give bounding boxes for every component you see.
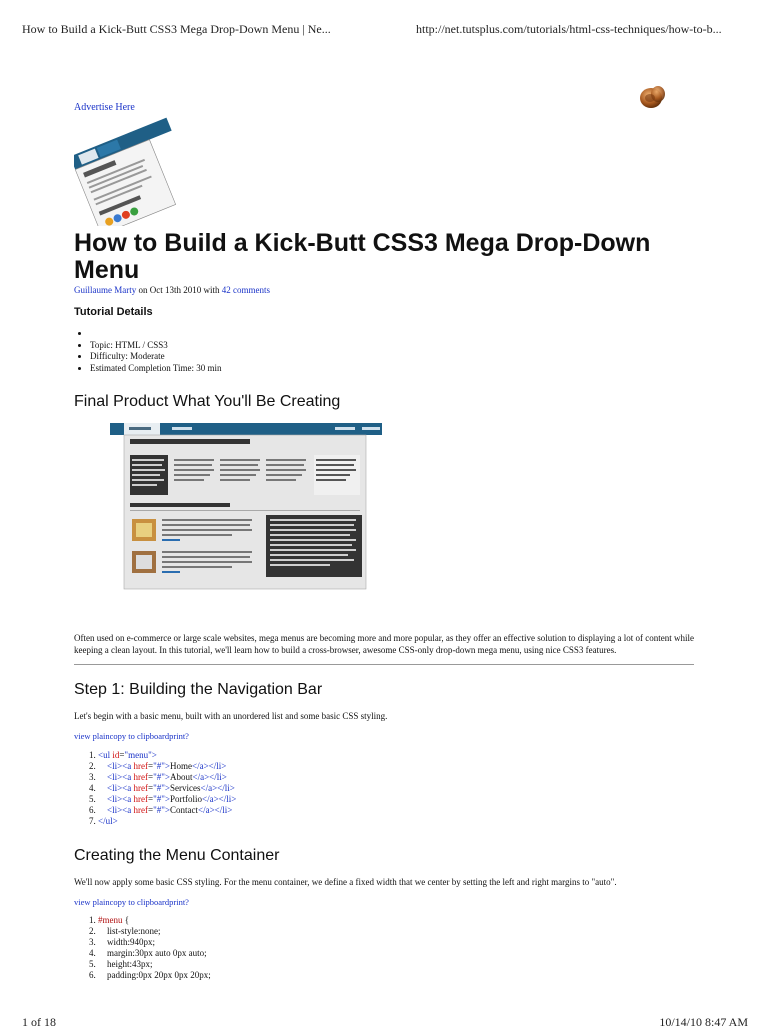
menu-container-paragraph: We'll now apply some basic CSS styling. For the menu container, we define a fixed width that we center by setting the left and right margins to "auto". (74, 877, 617, 887)
detail-item: • Difficulty: Moderate (90, 351, 222, 363)
byline (74, 285, 270, 295)
detail-item: • Topic: HTML / CSS3 (90, 340, 222, 352)
page-url: http://net.tutsplus.com/tutorials/html-css-techniques/how-to-b... (416, 22, 722, 36)
section-divider (74, 664, 694, 665)
mega-menu-advert-thumbnail[interactable] (74, 116, 192, 226)
code-line: 2. <li><a href="#">Home</a></li> (98, 761, 236, 772)
code-line: 4. margin:30px auto 0px auto; (98, 948, 211, 959)
html-code-block (74, 750, 236, 827)
code-line: 5. <li><a href="#">Portfolio</a></li> (98, 794, 236, 805)
print-datetime: 10/14/10 8:47 AM (659, 1015, 748, 1029)
view-plain-link[interactable]: view plaincopy to clipboardprint? (74, 897, 189, 907)
tutorial-details-list (74, 328, 222, 374)
tutorial-details-heading: Tutorial Details (74, 306, 153, 318)
code-line: 3. <li><a href="#">About</a></li> (98, 772, 236, 783)
code-line: 6. padding:0px 20px 0px 20px; (98, 970, 211, 981)
final-product-heading: Final Product What You'll Be Creating (74, 393, 341, 410)
comments-link[interactable]: 42 comments (221, 285, 270, 295)
view-plain-link[interactable]: view plaincopy to clipboardprint? (74, 731, 189, 741)
detail-item (90, 328, 222, 340)
author-link[interactable]: Guillaume Marty (74, 285, 137, 295)
code-line: 3. width:940px; (98, 937, 211, 948)
page-counter: 1 of 18 (22, 1015, 56, 1029)
detail-item: • Estimated Completion Time: 30 min (90, 363, 222, 375)
code-line: 7. </ul> (98, 816, 236, 827)
advertise-link[interactable]: Advertise Here (74, 102, 135, 113)
code-line: 5. height:43px; (98, 959, 211, 970)
code-line: 1. <ul id="menu"> (98, 750, 236, 761)
step1-heading: Step 1: Building the Navigation Bar (74, 681, 323, 698)
browser-tab-title: How to Build a Kick-Butt CSS3 Mega Drop-Down Menu | Ne... (22, 22, 331, 36)
css-code-block (74, 915, 211, 981)
final-product-screenshot (110, 421, 382, 591)
menu-container-heading: Creating the Menu Container (74, 847, 280, 864)
intro-paragraph: Often used on e-commerce or large scale websites, mega menus are becoming more and more popular, as they offer an effective solution to displaying a lot of content while keeping a clean layout. In this tutorial, we'll learn how to build a cross-browser, awesome CSS-only drop-down mega menu, using nice CSS3 features. (74, 633, 694, 655)
code-line: 4. <li><a href="#">Services</a></li> (98, 783, 236, 794)
code-line: 1. #menu { (98, 915, 211, 926)
code-line: 6. <li><a href="#">Contact</a></li> (98, 805, 236, 816)
rss-icon[interactable] (636, 82, 668, 112)
post-date: on Oct 13th 2010 with (136, 285, 222, 295)
article-title: How to Build a Kick-Butt CSS3 Mega Drop-Down Menu (74, 229, 651, 284)
step1-paragraph: Let's begin with a basic menu, built with an unordered list and some basic CSS styling. (74, 711, 388, 721)
code-line: 2. list-style:none; (98, 926, 211, 937)
